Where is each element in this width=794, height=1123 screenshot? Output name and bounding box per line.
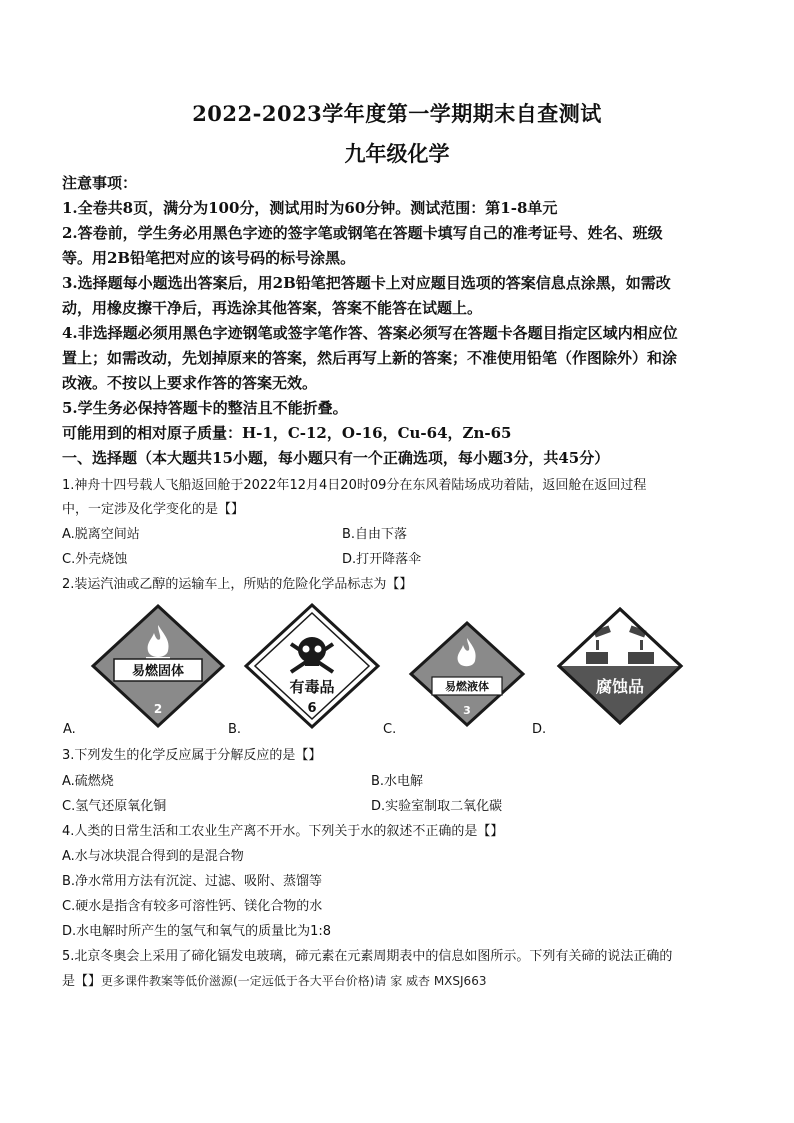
- notice-line: 3.选择题每小题选出答案后，用2B铅笔把答题卡上对应题目选项的答案信息点涂黑，如需改: [62, 274, 671, 292]
- q3-option-a: A.硫燃烧: [62, 774, 114, 789]
- q4-option-b: B.净水常用方法有沉淀、过滤、吸附、蒸馏等: [62, 874, 323, 889]
- section-heading: 一、选择题（本大题共15小题，每小题只有一个正确选项，每小题3分，共45分）: [62, 449, 610, 467]
- q1-option-b: B.自由下落: [342, 527, 408, 542]
- sign-a-number: 2: [153, 702, 163, 716]
- promo-footnote: 更多课件教案等低价滋源(一定远低于各大平台价格)请 家 威杏 MXSJ663: [101, 974, 487, 988]
- sign-c-label: C.: [383, 722, 397, 737]
- question-5-stem-cont: [62, 970, 486, 989]
- q3-option-b: B.水电解: [371, 774, 424, 789]
- flammable-liquid-sign: [408, 620, 526, 728]
- flammable-solid-sign: [90, 603, 226, 729]
- notice-line: 置上；如需改动，先划掉原来的答案，然后再写上新的答案；不准使用铅笔（作图除外）和涂: [62, 349, 678, 367]
- question-4-stem: 4.人类的日常生活和工农业生产离不开水。下列关于水的叙述不正确的是【】: [62, 824, 504, 839]
- notice-line: 5.学生务必保持答题卡的整洁且不能折叠。: [62, 399, 348, 417]
- exam-title: 2022-2023学年度第一学期期末自查测试: [192, 101, 602, 126]
- sign-c-text: 易燃液体: [445, 680, 489, 693]
- notice-line: 4.非选择题必须用黑色字迹钢笔或签字笔作答、答案必须写在答题卡各题目指定区域内相应位: [62, 324, 678, 342]
- question-5-stem-end: 是【】: [62, 974, 102, 989]
- notice-line: 等。用2B铅笔把对应的该号码的标号涂黑。: [62, 249, 356, 267]
- atomic-mass-line: 可能用到的相对原子质量：H-1，C-12，O-16，Cu-64，Zn-65: [62, 424, 512, 442]
- q3-option-d: D.实验室制取二氧化碳: [371, 799, 503, 814]
- exam-subject: 九年级化学: [344, 141, 450, 166]
- notice-line: 改液。不按以上要求作答的答案无效。: [62, 374, 318, 392]
- question-2-stem: 2.装运汽油或乙醇的运输车上，所贴的危险化学品标志为【】: [62, 577, 413, 592]
- sign-b-label: B.: [228, 722, 242, 737]
- q4-option-d: D.水电解时所产生的氢气和氧气的质量比为1:8: [62, 924, 332, 939]
- notice-line: 2.答卷前，学生务必用黑色字迹的签字笔或钢笔在答题卡填写自己的准考证号、姓名、班级: [62, 224, 663, 242]
- sign-a-label: A.: [63, 722, 76, 737]
- sign-d-label: D.: [532, 722, 547, 737]
- notice-line: 1.全卷共8页，满分为100分，测试用时为60分钟。测试范围：第1-8单元: [62, 199, 558, 217]
- toxic-sign: [243, 602, 381, 730]
- sign-a-text: 易燃固体: [131, 664, 185, 679]
- question-3-stem: 3.下列发生的化学反应属于分解反应的是【】: [62, 748, 322, 763]
- sign-b-number: 6: [307, 701, 317, 716]
- sign-c-number: 3: [463, 704, 471, 717]
- q3-option-c: C.氢气还原氧化铜: [62, 799, 167, 814]
- sign-d-text: 腐蚀品: [595, 677, 645, 696]
- q1-option-c: C.外壳烧蚀: [62, 552, 128, 567]
- notice-heading: 注意事项：: [62, 174, 138, 192]
- q4-option-c: C.硬水是指含有较多可溶性钙、镁化合物的水: [62, 899, 323, 914]
- question-1-stem: 1.神舟十四号载人飞船返回舱于2022年12月4日20时09分在东风着陆场成功着陆，返回舱在返回过程: [62, 478, 647, 493]
- notice-line: 动，用橡皮擦干净后，再选涂其他答案，答案不能答在试题上。: [62, 299, 483, 317]
- question-1-stem-cont: 中，一定涉及化学变化的是【】: [62, 502, 245, 517]
- q1-option-a: A.脱离空间站: [62, 527, 140, 542]
- q1-option-d: D.打开降落伞: [342, 552, 422, 567]
- sign-b-text: 有毒品: [289, 678, 335, 696]
- question-5-stem: 5.北京冬奥会上采用了碲化镉发电玻璃，碲元素在元素周期表中的信息如图所示。下列有关碲的说法正确的: [62, 949, 673, 964]
- q4-option-a: A.水与冰块混合得到的是混合物: [62, 849, 244, 864]
- corrosive-sign: [556, 606, 684, 726]
